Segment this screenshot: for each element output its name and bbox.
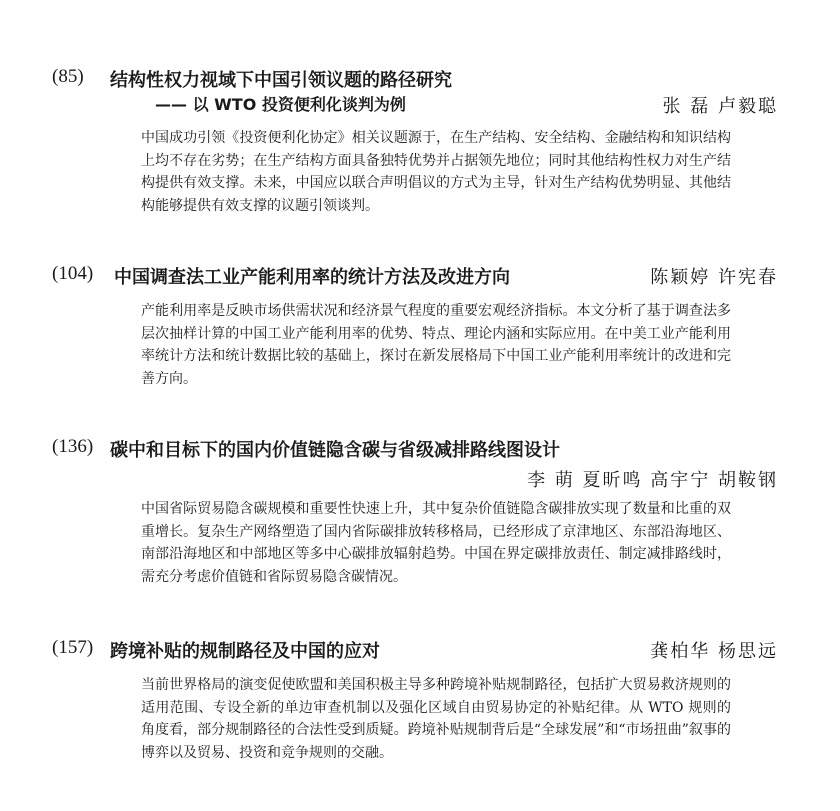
article-authors: 张 磊 卢毅聪 [662, 96, 778, 117]
article-authors: 李 萌 夏昕鸣 高宇宁 胡鞍钢 [527, 470, 778, 491]
article-number: (136) [52, 436, 94, 457]
article-authors: 陈颖婷 许宪春 [650, 267, 778, 288]
article-title: 碳中和目标下的国内价值链隐含碳与省级减排路线图设计 [110, 440, 560, 461]
article-header [52, 436, 778, 464]
article-abstract: 中国成功引领《投资便利化协定》相关议题源于，在生产结构、安全结构、金融结构和知识结构上均不存在劣势；在生产结构方面具备独特优势并占据领先地位；同时其他结构性权力对生产结构提供有效支撑。未来，中国应以联合声明倡议的方式为主导，针对生产结构优势明显、其他结构能够提供有效支撑的议题引领谈判。 [141, 130, 731, 214]
article-abstract: 当前世界格局的演变促使欧盟和美国积极主导多种跨境补贴规制路径，包括扩大贸易救济规则的适用范围、专设全新的单边审查机制以及强化区域自由贸易协定的补贴纪律。从 WTO 规则的角度看，部分规制路径的合法性受到质疑。跨境补贴规制背后是“全球发展”和“市场扭曲”叙事的博弈以及贸易、投资和竞争规则的交融。 [141, 677, 731, 761]
article-abstract: 产能利用率是反映市场供需状况和经济景气程度的重要宏观经济指标。本文分析了基于调查法多层次抽样计算的中国工业产能利用率的优势、特点、理论内涵和实际应用。在中美工业产能利用率统计方法和统计数据比较的基础上，探讨在新发展格局下中国工业产能利用率统计的改进和完善方向。 [141, 303, 731, 387]
article-number: (85) [52, 66, 84, 87]
article-number: (157) [52, 637, 94, 658]
article-title: 中国调查法工业产能利用率的统计方法及改进方向 [114, 267, 510, 288]
article-subtitle: —— 以 WTO 投资便利化谈判为例 [155, 95, 406, 114]
article-number: (104) [52, 263, 94, 284]
article-authors: 龚柏华 杨思远 [650, 641, 778, 662]
article-abstract: 中国省际贸易隐含碳规模和重要性快速上升，其中复杂价值链隐含碳排放实现了数量和比重的双重增长。复杂生产网络塑造了国内省际碳排放转移格局，已经形成了京津地区、东部沿海地区、南部沿海地区和中部地区等多中心碳排放辐射趋势。中国在界定碳排放责任、制定减排路线时，需充分考虑价值链和省际贸易隐含碳情况。 [141, 501, 731, 585]
article-header [52, 66, 778, 94]
article-title: 跨境补贴的规制路径及中国的应对 [110, 641, 380, 662]
article-title: 结构性权力视域下中国引领议题的路径研究 [110, 70, 452, 91]
